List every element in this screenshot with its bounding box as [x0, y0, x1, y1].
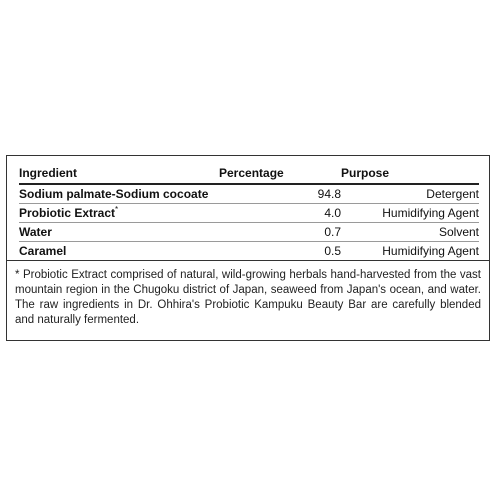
- header-ingredient: Ingredient: [19, 166, 219, 184]
- table-row: [19, 242, 479, 261]
- footnote-text: * Probiotic Extract comprised of natural, wild-growing herbals hand-harvested from the vast mountain region in the Chugoku district of Japan, seaweed from Japan's ocean, and water. The raw ingredients in Dr. Ohhira's Probiotic Kampuku Beauty Bar are carefully blended and naturally fermented.: [15, 269, 481, 326]
- ingredient-purpose: Humidifying Agent: [341, 204, 479, 223]
- ingredients-panel: [6, 155, 490, 341]
- ingredient-name: Caramel: [19, 242, 219, 261]
- header-percentage: Percentage: [219, 166, 341, 184]
- ingredient-name: Water: [19, 223, 219, 242]
- ingredients-table: [19, 166, 479, 260]
- ingredient-percentage: 94.8: [317, 187, 341, 201]
- ingredient-purpose: Detergent: [426, 187, 479, 201]
- header-purpose: Purpose: [341, 166, 479, 184]
- ingredient-name: Sodium palmate-Sodium cocoate: [19, 187, 209, 201]
- ingredient-percentage: 0.7: [219, 223, 341, 242]
- ingredient-purpose: Humidifying Agent: [341, 242, 479, 261]
- table-header-row: [19, 166, 479, 184]
- table-row: [19, 204, 479, 223]
- ingredient-percentage: 4.0: [219, 204, 341, 223]
- ingredient-name: Probiotic Extract*: [19, 204, 219, 223]
- table-row: [19, 223, 479, 242]
- table-bottom-divider: [7, 260, 489, 261]
- ingredient-purpose: Solvent: [341, 223, 479, 242]
- ingredient-percentage: 0.5: [219, 242, 341, 261]
- footnote-marker: *: [115, 205, 119, 214]
- table-row: [19, 184, 479, 204]
